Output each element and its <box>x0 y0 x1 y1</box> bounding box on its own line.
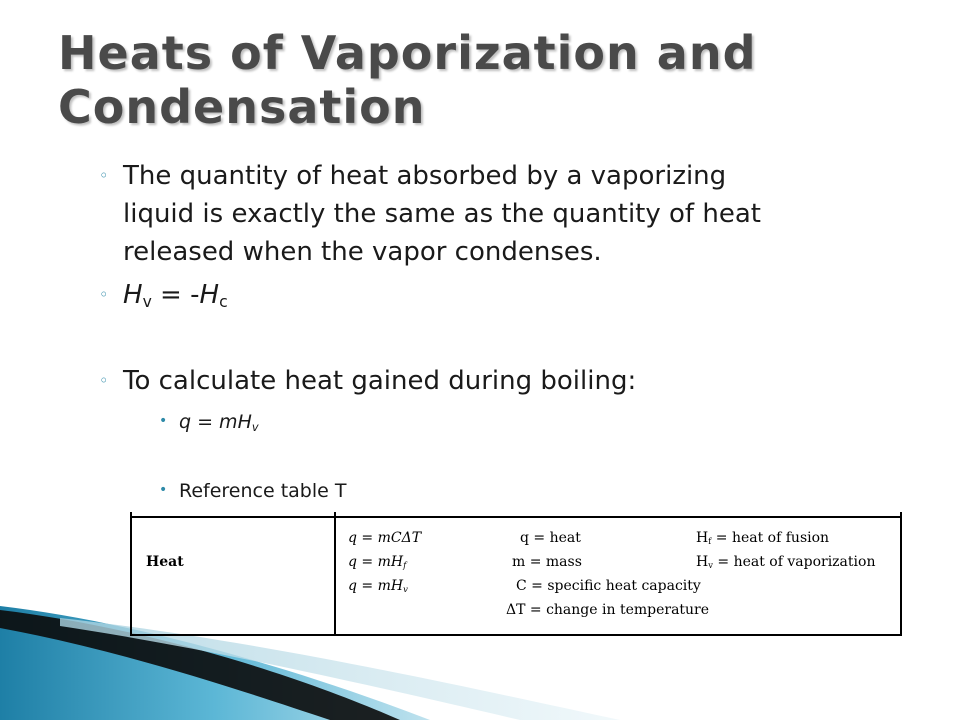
equation-operator: = - <box>151 280 200 310</box>
formula-q-mhv <box>348 575 408 600</box>
def-heat-of-fusion <box>696 527 829 552</box>
subscript-c: c <box>219 292 228 311</box>
def-text: = heat of fusion <box>711 530 830 546</box>
bullet-line: liquid is exactly the same as the quantity of heat <box>123 199 761 229</box>
bullet-hv-equation <box>99 276 228 321</box>
bullet-ring-icon: ◦ <box>99 285 109 304</box>
slide-title <box>58 26 918 134</box>
bullet-heat-equality <box>99 157 903 271</box>
formula-q-mhf <box>348 551 406 576</box>
table-row-label: Heat <box>146 554 184 570</box>
symbol-h: H <box>123 280 143 310</box>
bullet-ring-icon: ◦ <box>99 371 109 390</box>
slide-title-line-1: Heats of Vaporization and <box>58 26 757 80</box>
def-symbol: H <box>696 530 709 546</box>
formula-text: q = mCΔT <box>348 530 422 546</box>
bullet-ring-icon: ◦ <box>99 166 109 185</box>
def-delta-t: ΔT = change in temperature <box>506 602 710 618</box>
def-symbol: H <box>696 554 709 570</box>
slide-title-line-2: Condensation <box>58 80 426 134</box>
formula-text: q = mH <box>348 554 404 570</box>
bullet-text: To calculate heat gained during boiling: <box>123 366 637 396</box>
subbullet-dot-icon: • <box>159 482 168 498</box>
bullet-line: The quantity of heat absorbed by a vaporizing <box>123 161 727 191</box>
formula-q-mc-dt <box>348 527 421 549</box>
def-heat-of-vaporization <box>696 551 875 576</box>
formula-subscript: f <box>403 560 407 571</box>
reference-table-t <box>130 512 902 636</box>
def-heat: q = heat <box>520 530 581 546</box>
subscript-v: v <box>251 419 259 434</box>
subbullet-dot-icon: • <box>159 413 168 429</box>
def-mass: m = mass <box>512 554 582 570</box>
formula-subscript: v <box>403 584 408 595</box>
table-top-rule <box>130 516 902 518</box>
bullet-calculate-heat <box>99 362 637 400</box>
table-right-border <box>900 512 902 636</box>
bullet-line: released when the vapor condenses. <box>123 237 602 267</box>
table-column-divider <box>334 512 336 636</box>
subbullet-q-equation <box>159 409 259 440</box>
def-text: = heat of vaporization <box>712 554 876 570</box>
table-left-border <box>130 512 132 636</box>
def-subscript: f <box>708 536 712 547</box>
formula-text: q = mH <box>348 578 404 594</box>
def-specific-heat: C = specific heat capacity <box>516 578 701 594</box>
equation-text: q = mH <box>179 411 252 433</box>
subscript-v: v <box>142 292 152 311</box>
symbol-h: H <box>199 280 220 310</box>
subbullet-text: Reference table T <box>179 480 347 502</box>
table-bottom-rule <box>130 634 902 636</box>
def-subscript: v <box>708 560 713 571</box>
subbullet-reference-table <box>159 478 347 504</box>
